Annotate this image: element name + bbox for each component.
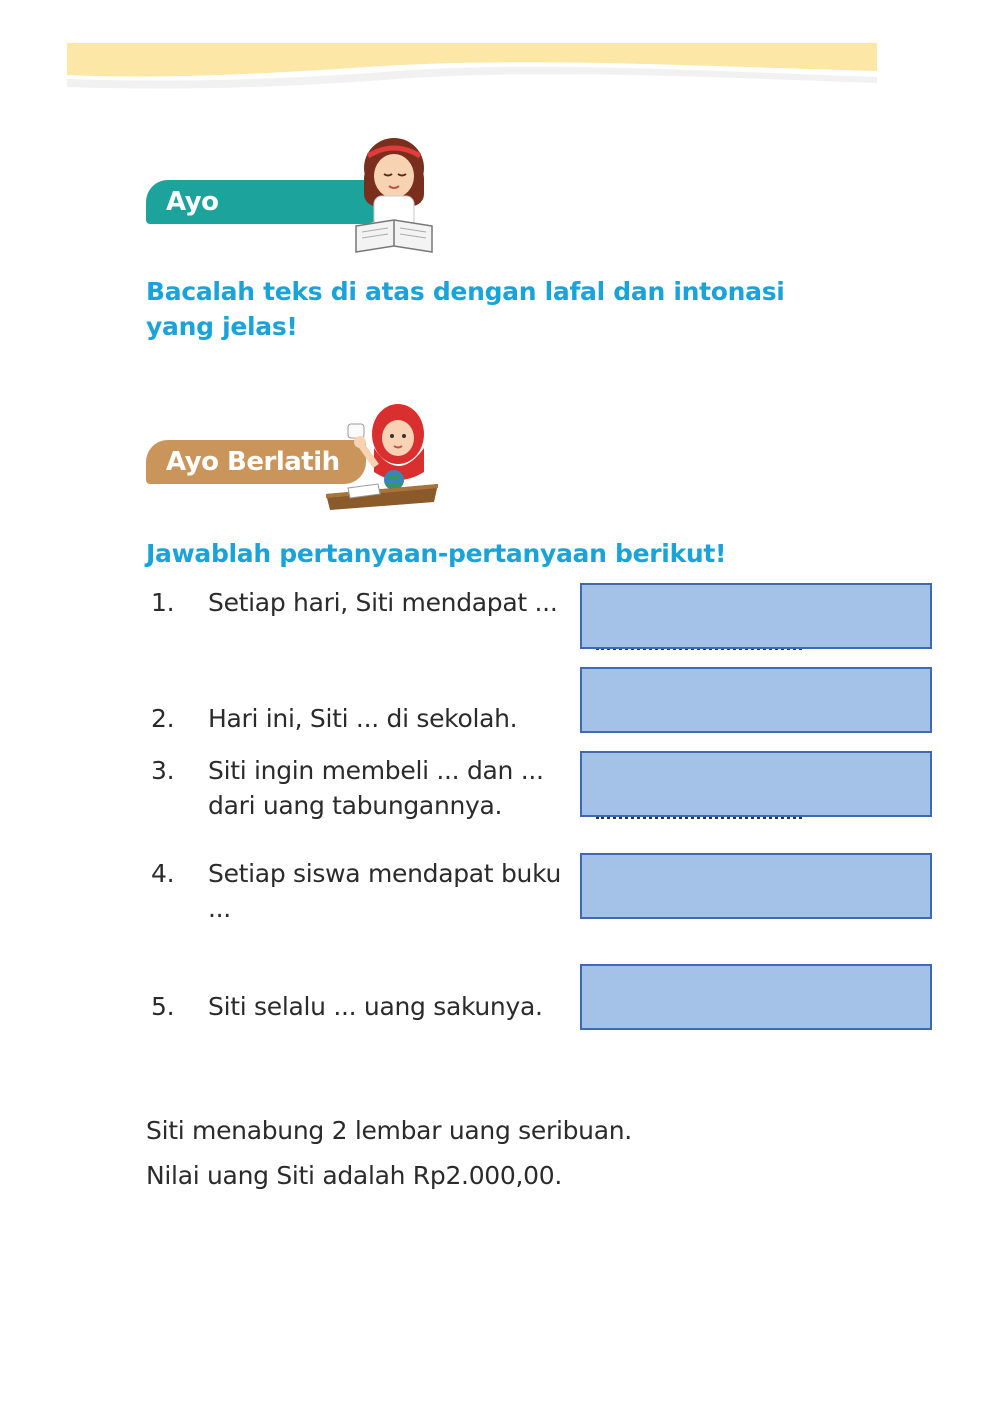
practice-instruction: Jawablah pertanyaan-pertanyaan berikut! xyxy=(146,539,727,568)
question-text: Setiap hari, Siti mendapat ... xyxy=(208,588,558,617)
answer-box-2[interactable] xyxy=(580,667,932,733)
question-number: 1. xyxy=(151,588,175,617)
question-number: 5. xyxy=(151,992,175,1021)
summary-line-1: Siti menabung 2 lembar uang seribuan. xyxy=(146,1116,632,1145)
top-banner xyxy=(67,43,877,95)
reading-instruction: Bacalah teks di atas dengan lafal dan intonasi yang jelas! xyxy=(146,277,785,341)
ayo-membaca-badge: Ayo Membaca xyxy=(146,180,386,224)
question-text: Setiap siswa mendapat buku ... xyxy=(208,859,562,923)
question-number: 2. xyxy=(151,704,175,733)
question-text: Siti selalu ... uang sakunya. xyxy=(208,992,543,1021)
question-text: Siti ingin membeli ... dan ... dari uang tabungannya. xyxy=(208,756,544,820)
answer-box-4[interactable] xyxy=(580,853,932,919)
girl-writing-icon xyxy=(318,398,442,516)
answer-box-1[interactable] xyxy=(580,583,932,649)
question-number: 4. xyxy=(151,859,175,888)
question-number: 3. xyxy=(151,756,175,785)
answer-box-3[interactable] xyxy=(580,751,932,817)
summary-line-2: Nilai uang Siti adalah Rp2.000,00. xyxy=(146,1161,563,1190)
girl-reading-icon xyxy=(346,136,440,258)
answer-box-5[interactable] xyxy=(580,964,932,1030)
question-text: Hari ini, Siti ... di sekolah. xyxy=(208,704,518,733)
ayo-berlatih-badge: Ayo Berlatih xyxy=(146,440,366,484)
